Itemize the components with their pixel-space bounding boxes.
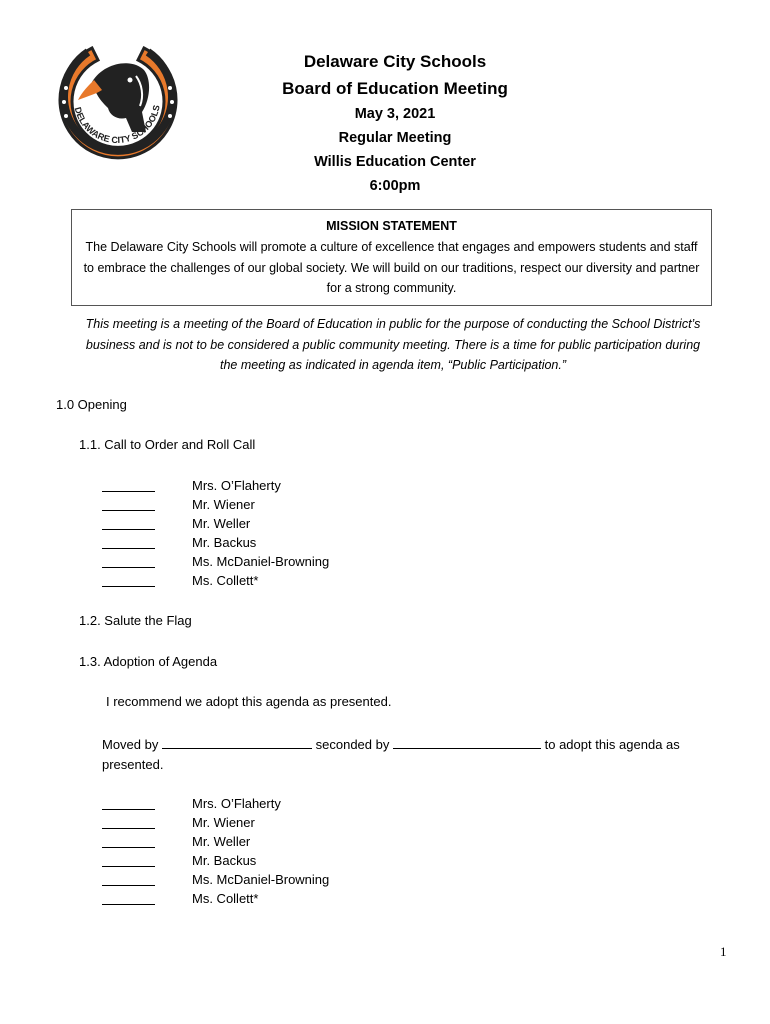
meeting-time: 6:00pm bbox=[369, 178, 421, 194]
motion-tail: to adopt this agenda as presented. bbox=[102, 737, 680, 772]
moved-by-blank[interactable] bbox=[162, 736, 312, 749]
meeting-header bbox=[190, 48, 600, 198]
seconded-by-label: seconded by bbox=[315, 737, 390, 752]
moved-by-label: Moved by bbox=[102, 737, 159, 752]
vote-blank[interactable] bbox=[102, 904, 155, 905]
board-member-name: Ms. McDaniel-Browning bbox=[192, 872, 330, 887]
mission-body: The Delaware City Schools will promote a culture of excellence that engages and empowers students and staff to embrace the challenges of our global society. We will build on our traditions, respect our diversity and partner for a strong community. bbox=[83, 240, 700, 295]
board-member-name: Mrs. O’Flaherty bbox=[192, 796, 281, 811]
board-member-name: Mr. Weller bbox=[192, 834, 251, 849]
section-heading-opening: 1.0 Opening bbox=[56, 397, 127, 412]
board-member-name: Ms. Collett* bbox=[192, 573, 259, 588]
logo-text: DELAWARE CITY SCHOOLS bbox=[72, 104, 162, 146]
meeting-disclaimer: This meeting is a meeting of the Board of Education in public for the purpose of conducting the School District’s business and is not to be considered a public community meeting. There is a time for public participation during the meeting as indicated in agenda item, “Public Participation.” bbox=[85, 317, 701, 372]
board-member-name: Mr. Backus bbox=[192, 853, 257, 868]
vote-blank[interactable] bbox=[102, 529, 155, 530]
board-member-name: Mr. Backus bbox=[192, 535, 257, 550]
board-member-name: Mrs. O’Flaherty bbox=[192, 478, 281, 493]
district-name: Delaware City Schools bbox=[303, 52, 487, 71]
recommendation-text: I recommend we adopt this agenda as presented. bbox=[106, 694, 392, 709]
meeting-location: Willis Education Center bbox=[314, 154, 476, 170]
board-member-name: Mr. Wiener bbox=[192, 815, 255, 830]
district-logo bbox=[52, 40, 182, 165]
page-number: 1 bbox=[720, 944, 727, 959]
board-member-name: Mr. Wiener bbox=[192, 497, 255, 512]
vote-blank[interactable] bbox=[102, 847, 155, 848]
vote-blank[interactable] bbox=[102, 567, 155, 568]
board-member-name: Mr. Weller bbox=[192, 516, 251, 531]
board-member-name: Ms. Collett* bbox=[192, 891, 259, 906]
motion-paragraph bbox=[102, 735, 712, 775]
mission-title: MISSION STATEMENT bbox=[326, 219, 457, 233]
vote-blank[interactable] bbox=[102, 866, 155, 867]
meeting-date: May 3, 2021 bbox=[354, 106, 436, 122]
vote-blank[interactable] bbox=[102, 548, 155, 549]
meeting-type: Regular Meeting bbox=[338, 130, 452, 146]
seconded-by-blank[interactable] bbox=[393, 736, 541, 749]
vote-blank[interactable] bbox=[102, 510, 155, 511]
vote-blank[interactable] bbox=[102, 586, 155, 587]
vote-blank[interactable] bbox=[102, 809, 155, 810]
meeting-title: Board of Education Meeting bbox=[282, 79, 508, 98]
mission-statement-box bbox=[71, 209, 712, 306]
item-adoption-agenda: 1.3. Adoption of Agenda bbox=[79, 654, 218, 669]
vote-blank[interactable] bbox=[102, 885, 155, 886]
item-salute-flag: 1.2. Salute the Flag bbox=[79, 613, 192, 628]
board-member-name: Ms. McDaniel-Browning bbox=[192, 554, 330, 569]
item-call-to-order: 1.1. Call to Order and Roll Call bbox=[79, 437, 256, 452]
vote-blank[interactable] bbox=[102, 828, 155, 829]
vote-blank[interactable] bbox=[102, 491, 155, 492]
